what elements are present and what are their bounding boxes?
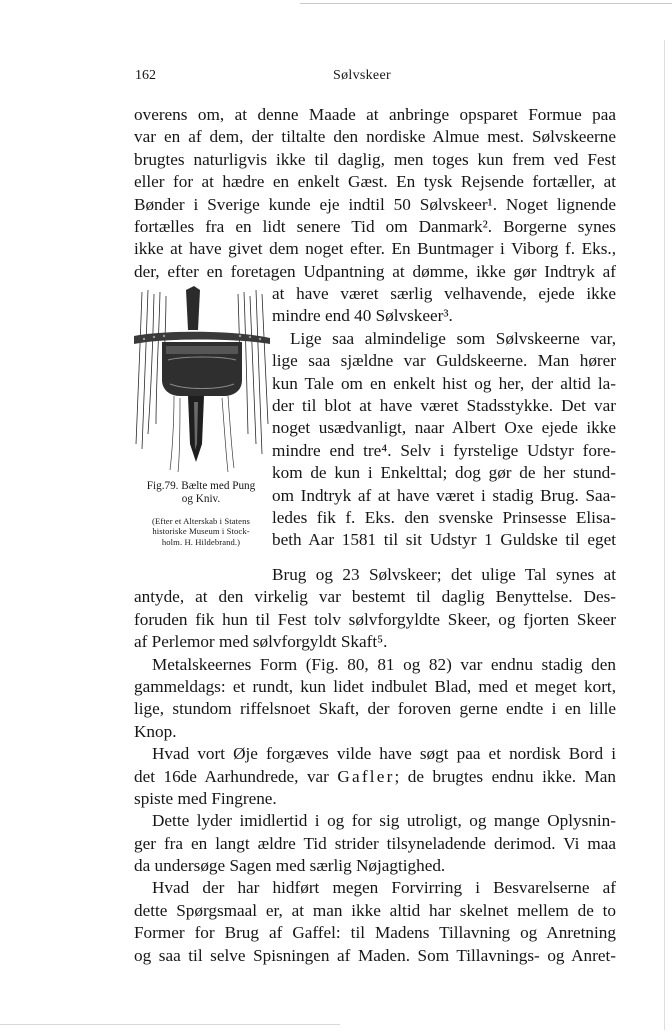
text-line: der, efter en foretagen Udpantning at dømme, ikke gør Indtryk af bbox=[134, 261, 616, 281]
text-line: Brug og 23 Sølvskeer; det ulige Tal synes at bbox=[272, 565, 616, 584]
body-text-bottom bbox=[134, 564, 616, 967]
scan-edge-top bbox=[300, 3, 672, 4]
caption-line: og Kniv. bbox=[181, 493, 221, 505]
text-line: eller for at hædre en enkelt Gæst. En tysk Rejsende fortæller, at bbox=[134, 172, 616, 192]
body-text-top bbox=[134, 104, 616, 283]
scan-edge-bottom bbox=[0, 1024, 340, 1025]
text-line: Metalskeernes Form (Fig. 80, 81 og 82) var endnu stadig den bbox=[152, 654, 616, 674]
text-line: Lige saa almindelige som Sølvskeerne var, bbox=[290, 328, 616, 348]
text-line: ikke at have givet dem noget efter. En Buntmager i Viborg f. Eks., bbox=[134, 239, 616, 259]
text-line: om Indtryk af at have været i stadig Brug. Saa- bbox=[272, 485, 616, 505]
text-line: ledes fik f. Eks. den svenske Prinsesse Elisa- bbox=[272, 507, 616, 527]
credit-line: (Efter et Alterskab i Statens bbox=[152, 516, 250, 526]
text-line: spiste med Fingrene. bbox=[134, 788, 277, 808]
text-line-gafler bbox=[134, 766, 616, 788]
text-line: mindre end 40 Sølvskeer³. bbox=[272, 306, 453, 326]
text-line: kun Tale om en enkelt hist og her, der altid la- bbox=[272, 373, 616, 393]
text-line: der til blot at have været Stadsstykke. Det var bbox=[272, 395, 616, 415]
text-line: foruden fik hun til Fest tolv sølvforgyldte Skeer, og fjorten Skeer bbox=[134, 609, 616, 629]
text-line: brugtes naturligvis ikke til daglig, men toges kun frem ved Fest bbox=[134, 149, 616, 169]
text-line: var en af dem, der tiltalte den nordiske Almue mest. Sølvskeerne bbox=[134, 127, 616, 147]
credit-line: historiske Museum i Stock- bbox=[152, 526, 250, 537]
text-line: dette Spørgsmaal er, at man ikke altid har skelnet mellem de to bbox=[134, 900, 616, 920]
text-line: kom de kun i Enkelttal; dog gør de her stund- bbox=[272, 463, 616, 483]
figure-caption bbox=[134, 480, 268, 506]
text-line: antyde, at den virkelig var bestemt til daglig Benyttelse. Des- bbox=[134, 587, 616, 607]
text-line: beth Aar 1581 til sit Udstyr 1 Guldske til eget bbox=[272, 530, 616, 550]
running-head: Sølvskeer bbox=[333, 68, 391, 83]
text-line: lige, stundom riffelsnoet Skaft, der foroven gerne endte i en lille bbox=[134, 699, 616, 719]
text-line: overens om, at denne Maade at anbringe opsparet Formue paa bbox=[134, 105, 616, 124]
belt-pouch-knife-illustration bbox=[134, 284, 270, 476]
scan-edge-right bbox=[664, 40, 665, 1030]
spaced-word-gafler: Gafler bbox=[337, 766, 395, 786]
text-line: noget usædvanligt, naar Albert Oxe ejede ikke bbox=[272, 418, 616, 438]
text-line: og saa til selve Spisningen af Maden. Som Tillavnings- og Anret- bbox=[134, 945, 616, 965]
figure-credit bbox=[134, 516, 268, 547]
page-number: 162 bbox=[135, 68, 156, 83]
text-line: Knop. bbox=[134, 721, 177, 741]
text-line: Hvad vort Øje forgæves vilde have søgt paa et nordisk Bord i bbox=[152, 744, 616, 764]
text-line: Dette lyder imidlertid i og for sig utroligt, og mange Oplysnin- bbox=[152, 811, 616, 831]
text-line: Hvad der har hidført megen Forvirring i Besvarelserne af bbox=[152, 878, 616, 898]
text-line: Former for Brug af Gaffel: til Madens Tillavning og Anretning bbox=[134, 923, 616, 943]
text-line: mindre end tre⁴. Selv i fyrstelige Udstyr fore- bbox=[272, 440, 616, 460]
text-line: af Perlemor med sølvforgyldt Skaft⁵. bbox=[134, 632, 388, 652]
text-line: at have været særlig velhavende, ejede ikke bbox=[272, 284, 616, 303]
text-line: lige saa sjældne var Guldskeerne. Man hører bbox=[272, 351, 616, 371]
text-line: gammeldags: et rundt, kun lidet indbulet Blad, med et meget kort, bbox=[134, 676, 616, 696]
text-line: da undersøge Sagen med særlig Nøjagtighed. bbox=[134, 856, 446, 876]
text-line: ger fra en langt ældre Tid strider tilsyneladende derimod. Vi maa bbox=[134, 833, 616, 853]
text-line: Bønder i Sverige kunde eje indtil 50 Sølvskeer¹. Noget lignende bbox=[134, 194, 616, 214]
text-fragment: ; de brugtes endnu ikke. Man bbox=[394, 766, 616, 786]
body-text-beside-figure bbox=[272, 283, 616, 552]
text-line: fortælles fra en lidt senere Tid om Danmark². Borgerne synes bbox=[134, 216, 616, 236]
figure-79 bbox=[134, 284, 270, 554]
text-fragment: det 16de Aarhundrede, var bbox=[134, 766, 338, 786]
caption-line: Fig.79. Bælte med Pung bbox=[146, 480, 256, 492]
credit-line: holm. H. Hildebrand.) bbox=[161, 536, 241, 547]
